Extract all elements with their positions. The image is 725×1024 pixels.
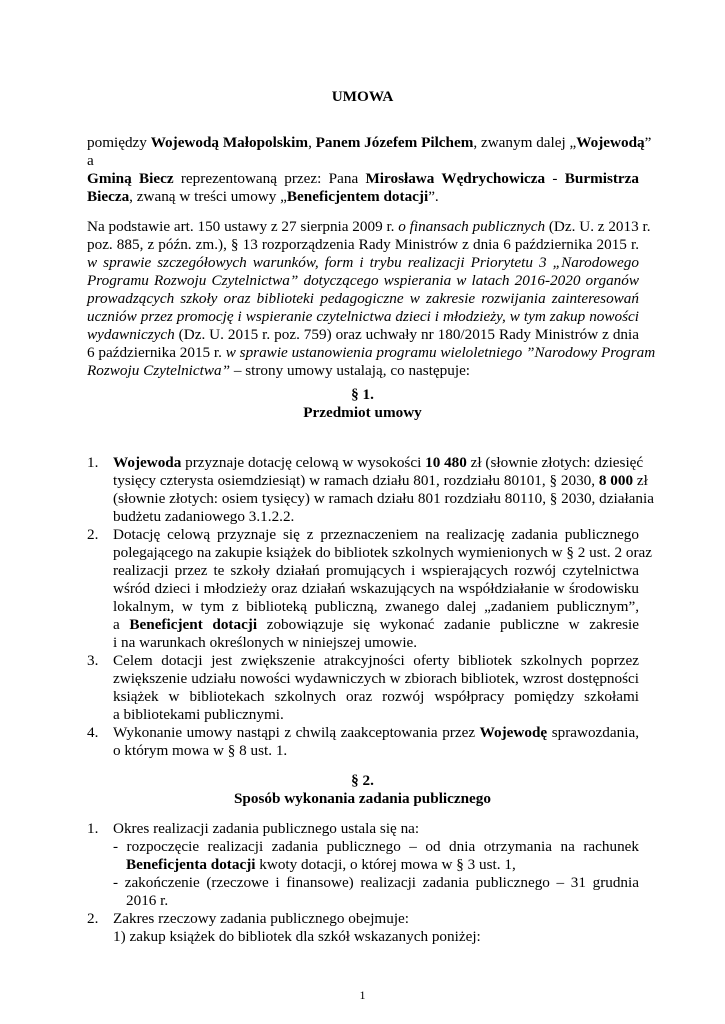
item-number: 4. <box>87 724 99 741</box>
parties-line-3 <box>87 170 639 188</box>
text-run: zwiększenie udziału nowości wydawniczych w zbiorach bibliotek, wzrost dostępności <box>113 670 639 687</box>
item-line <box>113 616 639 634</box>
text-run: poz. 885, z późn. zm.), § 13 rozporządzenia Rady Ministrów z dnia 6 października 2015 r. <box>87 236 639 253</box>
text-run: Na podstawie art. 150 ustawy z 27 sierpnia 2009 r. <box>87 218 399 235</box>
document-title: UMOWA <box>331 88 394 105</box>
item-line <box>113 670 639 688</box>
text-run: Wojewodę <box>479 724 548 741</box>
section-2-heading: Sposób wykonania zadania publicznego <box>233 790 491 807</box>
text-run: - rozpoczęcie realizacji zadania publicznego – od dnia otrzymania na rachunek <box>113 838 639 855</box>
section-1-number: § 1. <box>351 386 374 403</box>
item-number: 3. <box>87 652 99 669</box>
sub-item-line: 1) zakup książek do bibliotek dla szkół wskazanych poniżej: <box>113 928 481 945</box>
preamble-line <box>87 272 639 290</box>
text-run: polegającego na zakupie książek do bibliotek szkolnych wymienionych w § 2 ust. 2 oraz <box>113 544 653 561</box>
item-line <box>113 490 654 508</box>
text-run: zł <box>633 472 648 489</box>
item-line <box>113 508 294 526</box>
text-run: a <box>113 616 130 633</box>
text-run: - <box>545 170 565 187</box>
item-number: 2. <box>87 526 99 543</box>
preamble-line <box>87 290 639 308</box>
text-run: Wykonanie umowy nastąpi z chwilą zaakceptowania przez <box>113 724 480 741</box>
text-run: Burmistrza <box>564 170 639 187</box>
text-run: , zwanym dalej „ <box>473 134 577 151</box>
text-run: , zwaną w treści umowy „ <box>129 188 287 205</box>
dash-line <box>113 838 639 856</box>
text-run: (Dz. U. z 2013 r. <box>545 218 651 235</box>
text-run: Dotację celową przyznaje się z przeznaczeniem na realizację zadania publicznego <box>113 526 639 543</box>
item-line <box>113 472 648 490</box>
item-number: 1. <box>87 454 99 471</box>
text-run: w sprawie ustanowienia programu wieloletniego ”Narodowy Program <box>225 344 656 361</box>
preamble-line <box>87 308 639 326</box>
text-run: reprezentowaną przez: Pana <box>173 170 366 187</box>
item-line <box>113 742 287 760</box>
text-run: w sprawie szczegółowych warunków, form i trybu realizacji Priorytetu 3 „Narodowego <box>87 254 639 271</box>
text-run: 8 000 <box>598 472 634 489</box>
text-run: i na warunkach określonych w niniejszej umowie. <box>113 634 418 651</box>
text-run: (słownie złotych: osiem tysięcy) w ramach działu 801 rozdziału 80110, § 2030, działania <box>113 490 654 507</box>
text-run: ” <box>644 134 652 151</box>
preamble-line <box>87 254 639 272</box>
text-run: (Dz. U. 2015 r. poz. 759) oraz uchwały nr 180/2015 Rady Ministrów z dnia <box>174 326 639 343</box>
text-run: tysięcy czterysta osiemdziesiąt) w ramach działu 801, rozdziału 80101, § 2030, <box>113 472 599 489</box>
text-run: Rozwoju Czytelnictwa” <box>87 362 231 379</box>
item-line <box>113 706 284 724</box>
section-2-number: § 2. <box>351 772 374 789</box>
text-run: Panem Józefem Pilchem <box>315 134 474 151</box>
text-run: przyznaje dotację celową w wysokości <box>181 454 426 471</box>
text-run: Celem dotacji jest zwiększenie atrakcyjności oferty bibliotek szkolnych poprzez <box>113 652 639 669</box>
item-line <box>113 454 644 472</box>
text-run: wydawniczych <box>87 326 175 343</box>
item-line <box>113 562 639 580</box>
text-run: o którym mowa w § 8 ust. 1. <box>113 742 288 759</box>
text-run: 2016 r. <box>126 892 169 909</box>
item-number: 2. <box>87 910 99 927</box>
text-run: sprawozdania, <box>547 724 639 741</box>
text-run: – strony umowy ustalają, co następuje: <box>230 362 471 379</box>
text-run: ”. <box>428 188 439 205</box>
dash-line <box>126 892 168 910</box>
text-run: Beneficjent dotacji <box>129 616 258 633</box>
text-run: , <box>308 134 316 151</box>
page-number: 1 <box>359 988 366 1002</box>
text-run: Wojewodą <box>576 134 645 151</box>
preamble-line <box>87 236 639 254</box>
text-run: 10 480 <box>425 454 467 471</box>
text-run: Beneficjentem dotacji <box>286 188 429 205</box>
text-run: Gminą Biecz <box>87 170 174 187</box>
text-run: wśród dzieci i młodzieży oraz działań wskazujących na współdziałanie w środowisku <box>113 580 639 597</box>
parties-line-4 <box>87 188 439 206</box>
text-run: budżetu zadaniowego 3.1.2.2. <box>113 508 295 525</box>
text-run: Wojewoda <box>113 454 182 471</box>
text-run: Wojewodą Małopolskim <box>150 134 309 151</box>
text-run: pomiędzy <box>87 134 151 151</box>
item-line <box>113 688 639 706</box>
item-line <box>113 544 653 562</box>
preamble-line <box>87 362 470 380</box>
item-line <box>113 580 639 598</box>
text-run: realizacji przez te szkoły działań promujących i wspierających rozwój czytelnictwa <box>113 562 639 579</box>
text-run: o finansach publicznych <box>398 218 546 235</box>
text-run: 6 października 2015 r. <box>87 344 226 361</box>
item-line <box>113 652 639 670</box>
preamble-line <box>87 326 639 344</box>
text-run: Programu Rozwoju Czytelnictwa” dotyczącego wspierania w latach 2016-2020 organów <box>87 272 639 289</box>
dash-line <box>126 856 516 874</box>
item-line: Okres realizacji zadania publicznego ustala się na: <box>113 820 420 837</box>
text-run: Beneficjenta dotacji <box>126 856 256 873</box>
text-run: książek w bibliotekach szkolnych oraz rozwój współpracy pomiędzy szkołami <box>113 688 639 705</box>
text-run: Mirosława Wędrychowicza <box>365 170 546 187</box>
text-run: kwoty dotacji, o której mowa w § 3 ust. 1, <box>255 856 516 873</box>
item-line <box>113 598 639 616</box>
preamble-line <box>87 344 656 362</box>
item-line <box>113 724 639 742</box>
text-run: Biecza <box>87 188 130 205</box>
text-run: - zakończenie (rzeczowe i finansowe) realizacji zadania publicznego – 31 grudnia <box>113 874 639 891</box>
section-1-heading: Przedmiot umowy <box>303 404 422 421</box>
text-run: uczniów przez promocję i wspieranie czytelnictwa dzieci i młodzieży, w tym zakup nowości <box>87 308 639 325</box>
text-run: zobowiązuje się wykonać zadanie publiczne w zakresie <box>257 616 640 633</box>
text-run: lokalnym, w tym z biblioteką publiczną, zwanego dalej „zadaniem publicznym”, <box>113 598 639 615</box>
item-line <box>113 634 417 652</box>
text-run: zł (słownie złotych: dziesięć <box>466 454 644 471</box>
item-number: 1. <box>87 820 99 837</box>
dash-line <box>113 874 639 892</box>
item-line <box>113 526 639 544</box>
item-line: Zakres rzeczowy zadania publicznego obejmuje: <box>113 910 410 927</box>
preamble-line <box>87 218 651 236</box>
text-run: prowadzących szkoły oraz biblioteki pedagogiczne w zakresie rozwijania zainteresowań <box>87 290 639 307</box>
parties-line-1 <box>87 134 651 152</box>
parties-conjunction: a <box>87 152 94 169</box>
text-run: a bibliotekami publicznymi. <box>113 706 284 723</box>
